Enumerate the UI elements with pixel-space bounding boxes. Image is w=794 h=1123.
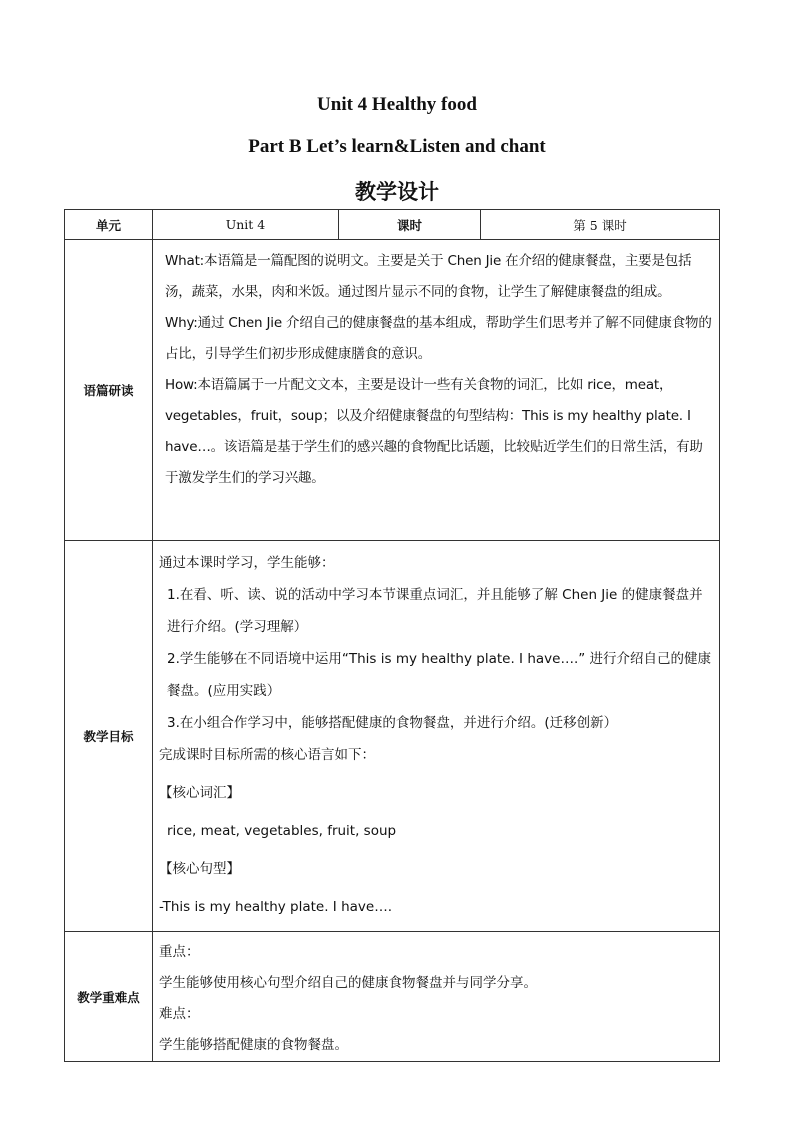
core-pattern-heading: 【核心句型】 bbox=[159, 861, 240, 877]
difficulty-heading: 难点： bbox=[159, 1006, 200, 1022]
header-row bbox=[65, 210, 720, 240]
period-label: 课时 bbox=[339, 210, 481, 240]
core-language-intro: 完成课时目标所需的核心语言如下： bbox=[159, 747, 375, 763]
key-points-content bbox=[153, 932, 720, 1062]
what-paragraph: What:本语篇是一篇配图的说明文。主要是关于 Chen Jie 在介绍的健康餐盘，主要是包括汤，蔬菜，水果，肉和米饭。通过图片显示不同的食物，让学生了解健康餐盘的组成。 bbox=[165, 253, 692, 300]
objectives-intro: 通过本课时学习，学生能够： bbox=[159, 555, 335, 571]
how-paragraph: How:本语篇属于一片配文文本，主要是设计一些有关食物的词汇，比如 rice，meat，vegetables，fruit，soup；以及介绍健康餐盘的句型结构：This is my healthy plate. I have…。该语篇是基于学生们的感兴趣的食物配比话题，比较贴近学生们的日常生活，有助于激发学生们的学习兴趣。 bbox=[165, 377, 703, 486]
period-value: 第 5 课时 bbox=[481, 210, 720, 240]
objectives-label: 教学目标 bbox=[65, 541, 153, 932]
objective-item-3: 3.在小组合作学习中，能够搭配健康的食物餐盘，并进行介绍。(迁移创新） bbox=[167, 715, 618, 731]
why-paragraph: Why:通过 Chen Jie 介绍自己的健康餐盘的基本组成，帮助学生们思考并了解不同健康食物的占比，引导学生们初步形成健康膳食的意识。 bbox=[165, 315, 712, 362]
unit-label: 单元 bbox=[65, 210, 153, 240]
unit-value: Unit 4 bbox=[153, 210, 339, 240]
doc-title-part: Part B Let’s learn&Listen and chant bbox=[248, 136, 546, 157]
objectives-content bbox=[153, 541, 720, 932]
key-points-label: 教学重难点 bbox=[65, 932, 153, 1062]
objective-item-1: 1.在看、听、读、说的活动中学习本节课重点词汇，并且能够了解 Chen Jie 的健康餐盘并进行介绍。(学习理解） bbox=[167, 587, 703, 635]
difficulty-text: 学生能够搭配健康的食物餐盘。 bbox=[159, 1037, 348, 1053]
focus-heading: 重点： bbox=[159, 944, 200, 960]
core-vocab-list: rice, meat, vegetables, fruit, soup bbox=[167, 823, 397, 839]
doc-title-design: 教学设计 bbox=[355, 180, 439, 204]
text-study-row bbox=[65, 240, 720, 541]
key-points-row bbox=[65, 932, 720, 1062]
focus-text: 学生能够使用核心句型介绍自己的健康食物餐盘并与同学分享。 bbox=[159, 975, 537, 991]
text-study-content bbox=[153, 240, 720, 541]
doc-title-unit: Unit 4 Healthy food bbox=[317, 94, 477, 115]
text-study-label: 语篇研读 bbox=[65, 240, 153, 541]
core-pattern: -This is my healthy plate. I have…. bbox=[159, 899, 392, 915]
objective-item-2: 2.学生能够在不同语境中运用“This is my healthy plate. I have….” 进行介绍自己的健康餐盘。(应用实践） bbox=[167, 651, 712, 699]
objectives-row bbox=[65, 541, 720, 932]
core-vocab-heading: 【核心词汇】 bbox=[159, 785, 240, 801]
lesson-plan-table bbox=[64, 209, 720, 1062]
